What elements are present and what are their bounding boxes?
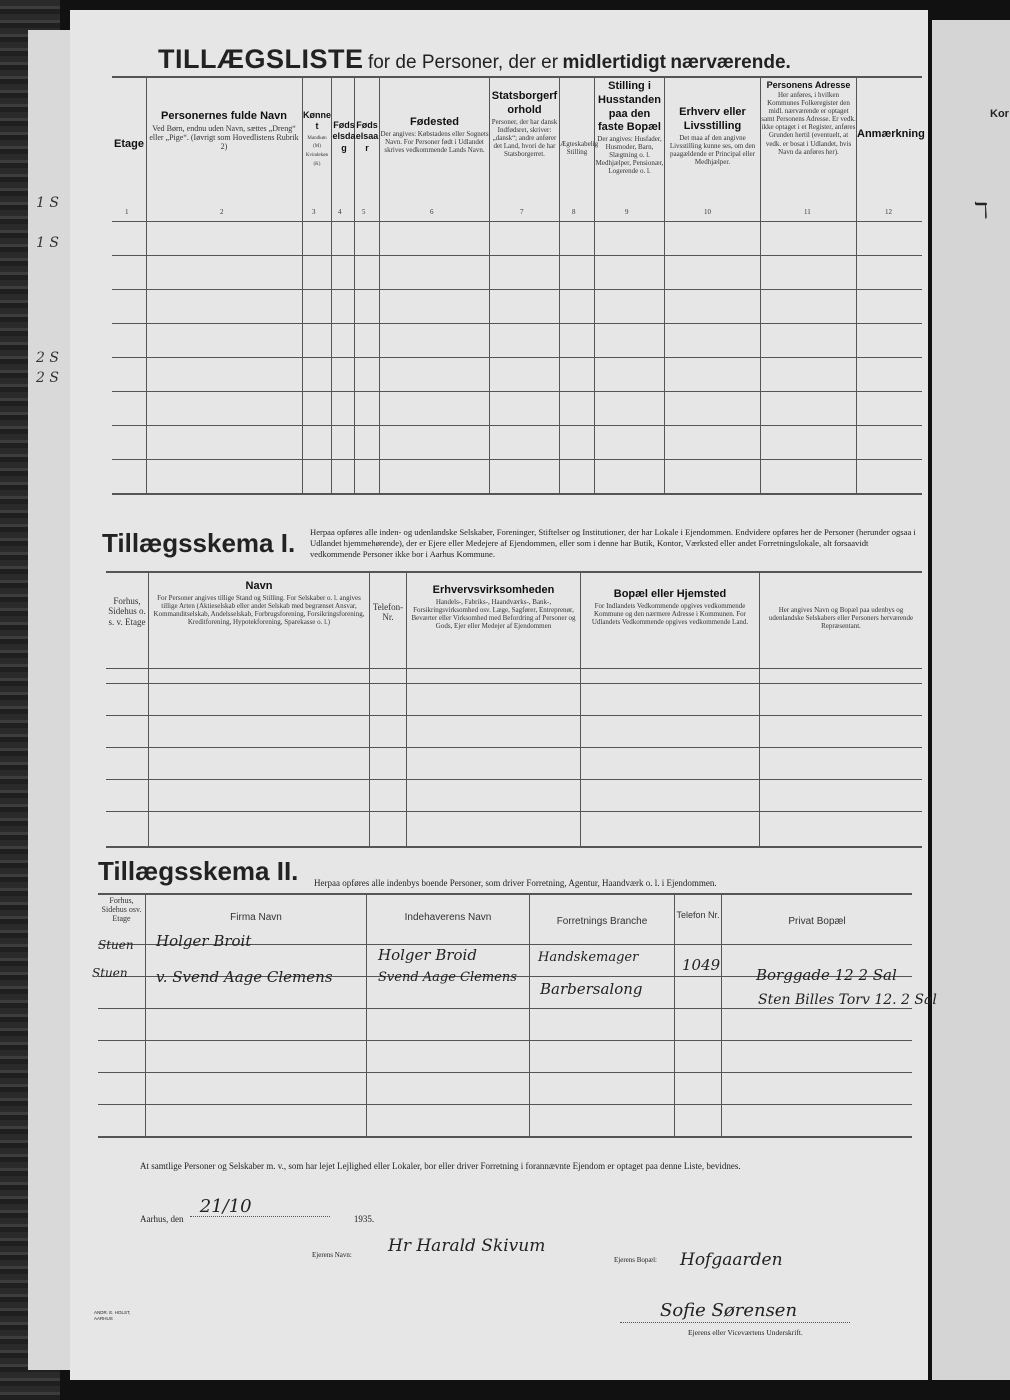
col-name-header: Personernes fulde Navn Ved Børn, endnu uden Navn, sættes „Dreng“ eller „Pige“. (Iøvrigt som Hovedlistens Rubrik 2) [149, 110, 299, 152]
col-household-header: Stilling i Husstanden paa den faste Bopæl Der angives: Husfader, Husmoder, Barn, Slægtning o. l. Medhjælper, Pensionær, Logerende o. l. [595, 80, 664, 176]
left-mark-4: 2 S [36, 370, 59, 386]
column-numbers [112, 208, 922, 218]
title-main: TILLÆGSLISTE [158, 44, 364, 74]
row2-branch: Barbersalong [540, 980, 643, 998]
row2-owner: Svend Aage Clemens [378, 970, 517, 985]
col-occupation-header: Erhverv eller Livsstilling Det maa af den angivne Livsstilling kunne ses, om den paagældende er Principal eller Medhjælper. [669, 106, 756, 166]
column-number: 10 [704, 208, 711, 216]
col-marital-header: Ægteskabelig Stilling [560, 140, 599, 157]
owner-address-label: Ejerens Bopæl: [614, 1256, 657, 1264]
column-number: 8 [572, 208, 576, 216]
row1-phone: 1049 [682, 956, 721, 974]
city-label: Aarhus, [140, 1214, 169, 1224]
right-page-mark: ℸ [974, 198, 989, 223]
page-title [158, 44, 791, 75]
column-number: 1 [125, 208, 129, 216]
title-end: nærværende. [670, 52, 791, 73]
row2-firma: v. Svend Aage Clemens [156, 968, 333, 986]
col-birthplace-header: Fødested Der angives: Købstadens eller Sognets Navn. For Personer født i Udlandet skrives vedkommende Lands Navn. [380, 116, 489, 154]
right-page-edge [932, 20, 1010, 1380]
right-page-header: Kor [990, 108, 1009, 120]
row1-address: Borggade 12 2 Sal [756, 966, 897, 984]
column-number: 7 [520, 208, 524, 216]
row1-owner: Holger Broid [378, 946, 477, 964]
col-address-header: Personens Adresse Her anføres, i hvilken Kommunes Folkeregister den midl. nærværende er optaget samt Personens Adresse. Er vedk. ikke optaget i et Register, anføres Grunden hertil (eventuelt, at vedk. er bosat i Udlandet, hvis Navn da anføres her). [761, 80, 856, 156]
s1-col-representative: Her angives Navn og Bopæl paa udenbys og udenlandske Selskabers eller Personers herværende Repræsentant. [768, 606, 914, 631]
signature: Sofie Sørensen [660, 1300, 798, 1321]
s2-col-phone: Telefon Nr. [676, 910, 720, 920]
title-for: for de Personer, der er [367, 52, 559, 73]
s2-col-address: Privat Bopæl [788, 916, 846, 927]
s1-col-name: Navn For Personer angives tillige Stand og Stilling. For Selskaber o. l. angives tillige Arten (Aktieselskab eller andet Selskab med begrænset Ansvar, Kommanditselskab, Andelsselskab, Forbrugsforening, Forsikringsforening, Kreditforening, Hypotekforening, Sparekasse o. l.) [153, 580, 365, 626]
skema1-title: Tillægsskema I. [102, 528, 296, 558]
printer-mark: ANDR. E. HOLST, AARHUS [94, 1310, 131, 1321]
row1-etage: Stuen [98, 938, 134, 952]
census-form-page [70, 10, 937, 1380]
date-handwritten: 21/10 [199, 1196, 252, 1217]
left-mark-3: 2 S [36, 350, 59, 366]
column-number: 5 [362, 208, 366, 216]
left-page-edge [28, 30, 73, 1370]
declaration-text: At samtlige Personer og Selskaber m. v., som har lejet Lejlighed eller Lokaler, bor eller driver Forretning i forannævnte Ejendom er optaget paa denne Liste, bevidnes. [140, 1161, 741, 1171]
col-birthday-header: Fødselsdag [332, 120, 356, 153]
owner-name: Hr Harald Skivum [388, 1236, 546, 1256]
left-mark-1: 1 S [36, 195, 59, 211]
column-number: 2 [220, 208, 224, 216]
col-sex-header: Kønnet Mandkøn (M) Kvindekøn (K) [303, 110, 331, 167]
skema2-intro: Herpaa opføres alle indenbys boende Personer, som driver Forretning, Agentur, Haandværk o. l. i Ejendommen. [314, 878, 717, 888]
year-label: 1935. [353, 1214, 375, 1224]
s2-col-firma: Firma Navn [230, 912, 282, 923]
column-number: 4 [338, 208, 342, 216]
signature-label: Ejerens eller Viceværtens Underskrift. [688, 1328, 803, 1337]
s2-col-owner: Indehaverens Navn [404, 912, 492, 923]
col-citizenship-header: Statsborgerforhold Personer, der har dansk Indfødsret, skriver: „dansk“; andre anfører det Land, hvori de har Statsborgerret. [491, 90, 558, 158]
row2-address: Sten Billes Torv 12. 2 Sal [758, 992, 937, 1008]
column-number: 9 [625, 208, 629, 216]
column-number: 11 [804, 208, 811, 216]
row2-etage: Stuen [92, 966, 128, 980]
s1-col-business: Erhvervsvirksomheden Handels-, Fabriks-, Haandværks-, Bank-, Forsikringsvirksomhed osv. Læge, Sagfører, Entreprenør, Beværter eller Virksomhed med Befordring af Personer og Gods, Ejer eller Medejer af Ejendommen [411, 584, 576, 630]
s2-col-etage: Forhus, Sidehus osv. Etage [101, 896, 142, 924]
s1-col-phone: Telefon-Nr. [372, 602, 404, 623]
col-birthyear-header: Fødselsaar [355, 120, 379, 153]
column-number: 12 [885, 208, 892, 216]
skema2-title: Tillægsskema II. [98, 856, 299, 886]
s2-col-branch: Forretnings Branche [556, 916, 648, 927]
col-etage-header: Etage [114, 138, 144, 150]
owner-address: Hofgaarden [680, 1250, 783, 1270]
row1-firma: Holger Broit [156, 932, 252, 950]
owner-name-label: Ejerens Navn: [312, 1251, 352, 1259]
s1-col-etage: Forhus, Sidehus o. s. v. Etage [108, 596, 146, 627]
den-label: den [170, 1214, 184, 1224]
skema1-intro: Herpaa opføres alle inden- og udenlandske Selskaber, Foreninger, Stiftelser og Institutioner, der har Lokale i Ejendommen. Endvidere opføres her de Personer (herunder ogsaa i Udlandet hjemmehørende), der er Ejere eller Medejere af Ejendommen, eller som i denne har Butik, Kontor, Værksted eller andet Forretningslokale, alt forsaavidt vedkommende Personer ikke bor i Aarhus Kommune. [310, 527, 916, 560]
left-mark-2: 1 S [36, 235, 59, 251]
row1-branch: Handskemager [538, 950, 639, 965]
column-number: 3 [312, 208, 316, 216]
s1-col-residence: Bopæl eller Hjemsted For Indlandets Vedkommende opgives vedkommende Kommune og den nærmere Adresse i Kommunen. For Udlandets Vedkommende opgives vedkommende Land. [591, 588, 749, 626]
title-mid: midlertidigt [562, 52, 666, 73]
column-number: 6 [430, 208, 434, 216]
col-remarks-header: Anmærkning [857, 128, 925, 140]
